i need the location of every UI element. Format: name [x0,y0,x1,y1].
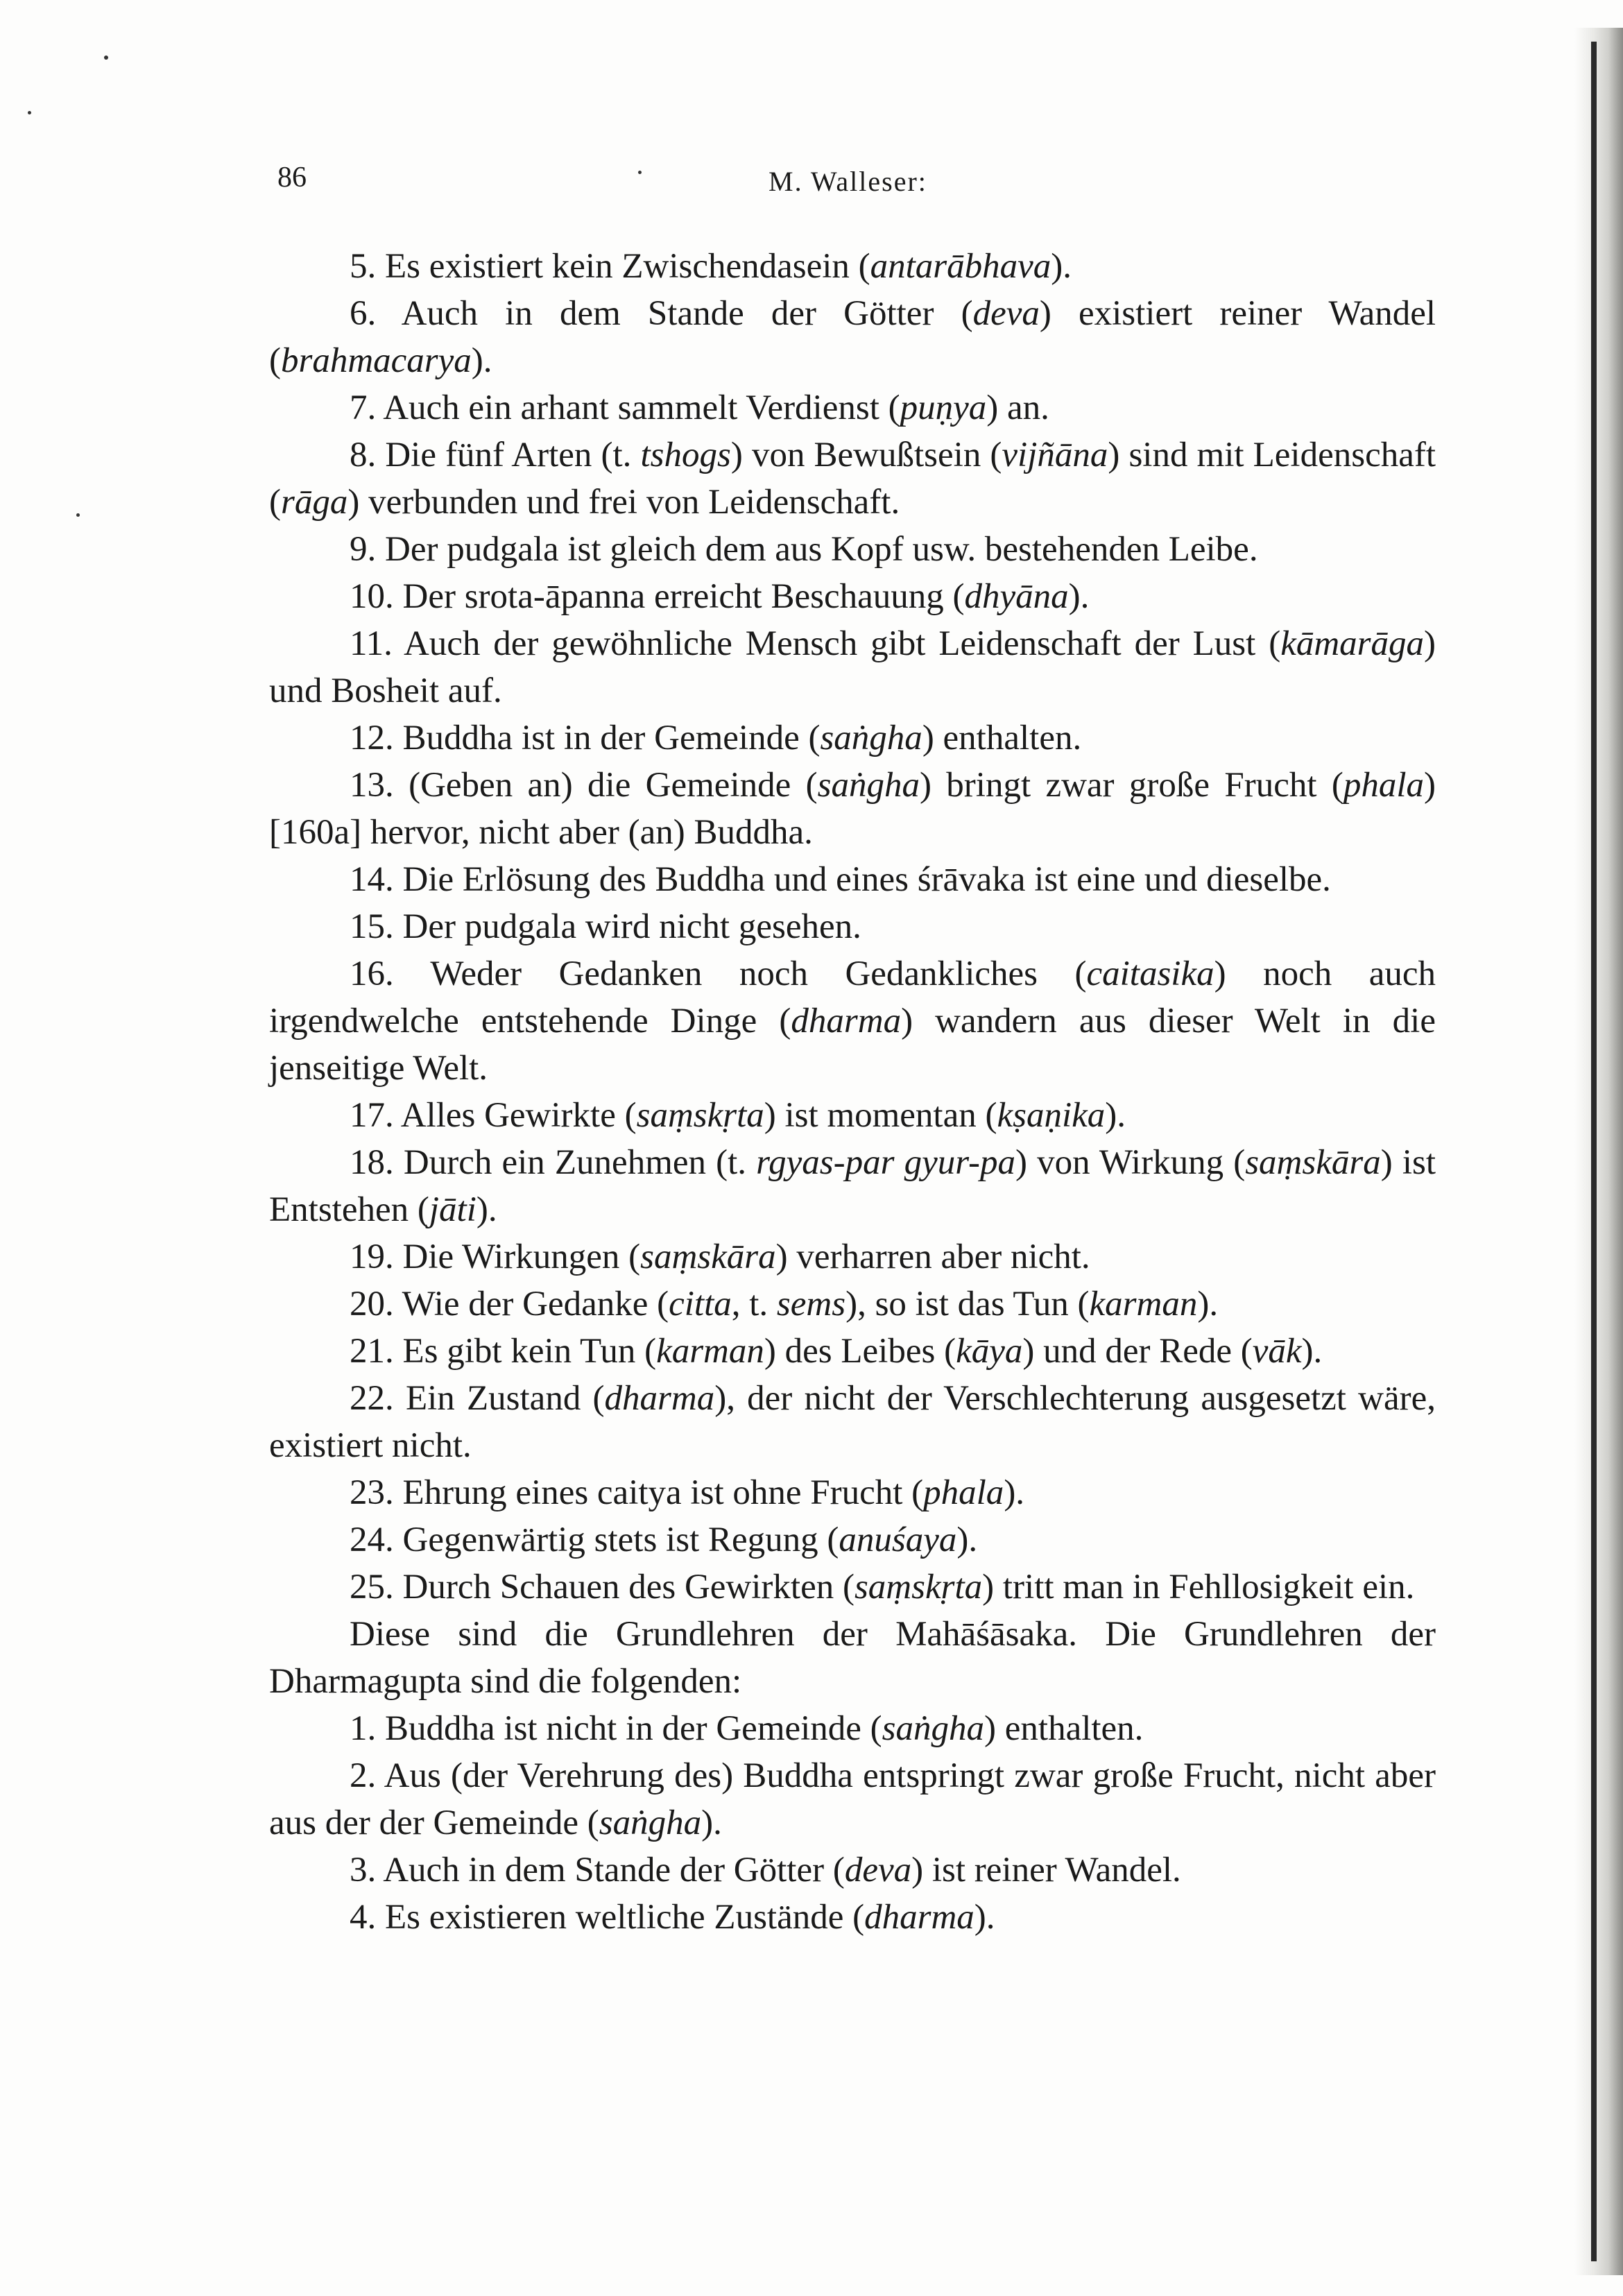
page-number: 86 [277,162,307,194]
item-text: Auch der gewöhnliche Mensch gibt Leidenschaft der Lust (kāmarāga) und Bosheit auf. [269,624,1436,710]
paragraph [269,1233,1436,1280]
running-head: M. Walleser: [768,166,927,197]
paragraph [269,384,1436,431]
item-number: 25. [350,1568,394,1607]
item-text: Weder Gedanken noch Gedankliches (caitasika) noch auch irgendwelche entstehende Dinge (dharma) wandern aus dieser Welt in die jenseitige Welt. [269,954,1436,1088]
scan-speck [28,111,31,114]
item-number: 3. [350,1851,377,1890]
item-text: Der pudgala wird nicht gesehen. [402,907,861,946]
paragraph [269,950,1436,1092]
paragraph [269,762,1436,856]
paragraph [269,1139,1436,1233]
paragraph [269,1752,1436,1847]
page-edge-shadow [1574,28,1623,2275]
scan-speck [104,55,108,60]
paragraph [269,1280,1436,1328]
item-text: Der srota-āpanna erreicht Beschauung (dhyāna). [402,577,1090,616]
item-number: 17. [350,1096,394,1135]
item-text: Gegenwärtig stets ist Regung (anuśaya). [402,1520,978,1559]
item-number: 22. [350,1379,394,1418]
page-header [0,161,1623,209]
paragraph [269,1563,1436,1611]
item-text: Die fünf Arten (t. tshogs) von Bewußtsein (vijñāna) sind mit Leidenschaft (rāga) verbunden und frei von Leidenschaft. [269,436,1436,522]
paragraph [269,1894,1436,1941]
item-number: 6. [350,294,377,333]
item-number: 12. [350,719,394,757]
item-number: 4. [350,1898,377,1937]
item-number: 9. [350,530,377,569]
paragraph [269,1375,1436,1469]
paragraph [269,1516,1436,1563]
paragraph [269,573,1436,620]
item-text: Diese sind die Grundlehren der Mahāśāsaka. Die Grundlehren der Dharmagupta sind die folgenden: [269,1615,1436,1701]
paragraph [269,1092,1436,1139]
item-text: Wie der Gedanke (citta, t. sems), so ist das Tun (karman). [402,1285,1219,1323]
item-text: Es existieren weltliche Zustände (dharma). [385,1898,995,1937]
paragraph [269,714,1436,762]
item-number: 1. [350,1709,377,1748]
item-number: 13. [350,766,394,805]
item-text: Auch ein arhant sammelt Verdienst (puṇya) an. [383,388,1049,427]
item-number: 18. [350,1143,394,1182]
paragraph [269,903,1436,950]
item-text: Es gibt kein Tun (karman) des Leibes (kāya) und der Rede (vāk). [402,1332,1323,1371]
body-text [269,243,1436,1941]
item-text: Die Erlösung des Buddha und eines śrāvaka ist eine und dieselbe. [402,860,1331,899]
paragraph [269,1328,1436,1375]
item-number: 15. [350,907,394,946]
item-text: Auch in dem Stande der Götter (deva) existiert reiner Wandel (brahmacarya). [269,294,1436,380]
item-text: Durch ein Zunehmen (t. rgyas-par gyur-pa) von Wirkung (saṃskāra) ist Entstehen (jāti). [269,1143,1436,1229]
paragraph [269,290,1436,384]
paragraph [269,431,1436,526]
item-text: (Geben an) die Gemeinde (saṅgha) bringt zwar große Frucht (phala) [160a] hervor, nicht aber (an) Buddha. [269,766,1436,852]
item-number: 11. [350,624,393,663]
item-text: Ein Zustand (dharma), der nicht der Verschlechterung ausgesetzt wäre, existiert nicht. [269,1379,1436,1465]
item-number: 10. [350,577,394,616]
scan-speck [76,513,80,517]
paragraph [269,526,1436,573]
item-text: Ehrung eines caitya ist ohne Frucht (phala). [402,1473,1025,1512]
paragraph [269,856,1436,903]
item-number: 5. [350,247,377,286]
item-text: Buddha ist in der Gemeinde (saṅgha) enthalten. [402,719,1082,757]
paragraph [269,243,1436,290]
item-number: 19. [350,1237,394,1276]
paragraph [269,620,1436,714]
item-number: 21. [350,1332,394,1371]
page-edge-rule [1591,42,1597,2261]
item-text: Auch in dem Stande der Götter (deva) ist reiner Wandel. [383,1851,1181,1890]
item-text: Alles Gewirkte (saṃskṛta) ist momentan (kṣaṇika). [400,1096,1126,1135]
item-number: 23. [350,1473,394,1512]
item-number: 2. [350,1756,377,1795]
item-number: 24. [350,1520,394,1559]
item-number: 14. [350,860,394,899]
item-text: Aus (der Verehrung des) Buddha entspringt zwar große Frucht, nicht aber aus der der Gemeinde (saṅgha). [269,1756,1436,1842]
item-text: Die Wirkungen (saṃskāra) verharren aber nicht. [402,1237,1090,1276]
item-text: Durch Schauen des Gewirkten (saṃskṛta) tritt man in Fehllosigkeit ein. [402,1568,1415,1607]
paragraph [269,1611,1436,1705]
paragraph [269,1705,1436,1752]
item-number: 8. [350,436,377,474]
item-text: Buddha ist nicht in der Gemeinde (saṅgha) enthalten. [385,1709,1144,1748]
paragraph [269,1847,1436,1894]
item-number: 20. [350,1285,394,1323]
item-text: Der pudgala ist gleich dem aus Kopf usw. bestehenden Leibe. [385,530,1258,569]
item-text: Es existiert kein Zwischendasein (antarābhava). [385,247,1072,286]
paragraph [269,1469,1436,1516]
item-number: 7. [350,388,377,427]
item-number: 16. [350,954,394,993]
